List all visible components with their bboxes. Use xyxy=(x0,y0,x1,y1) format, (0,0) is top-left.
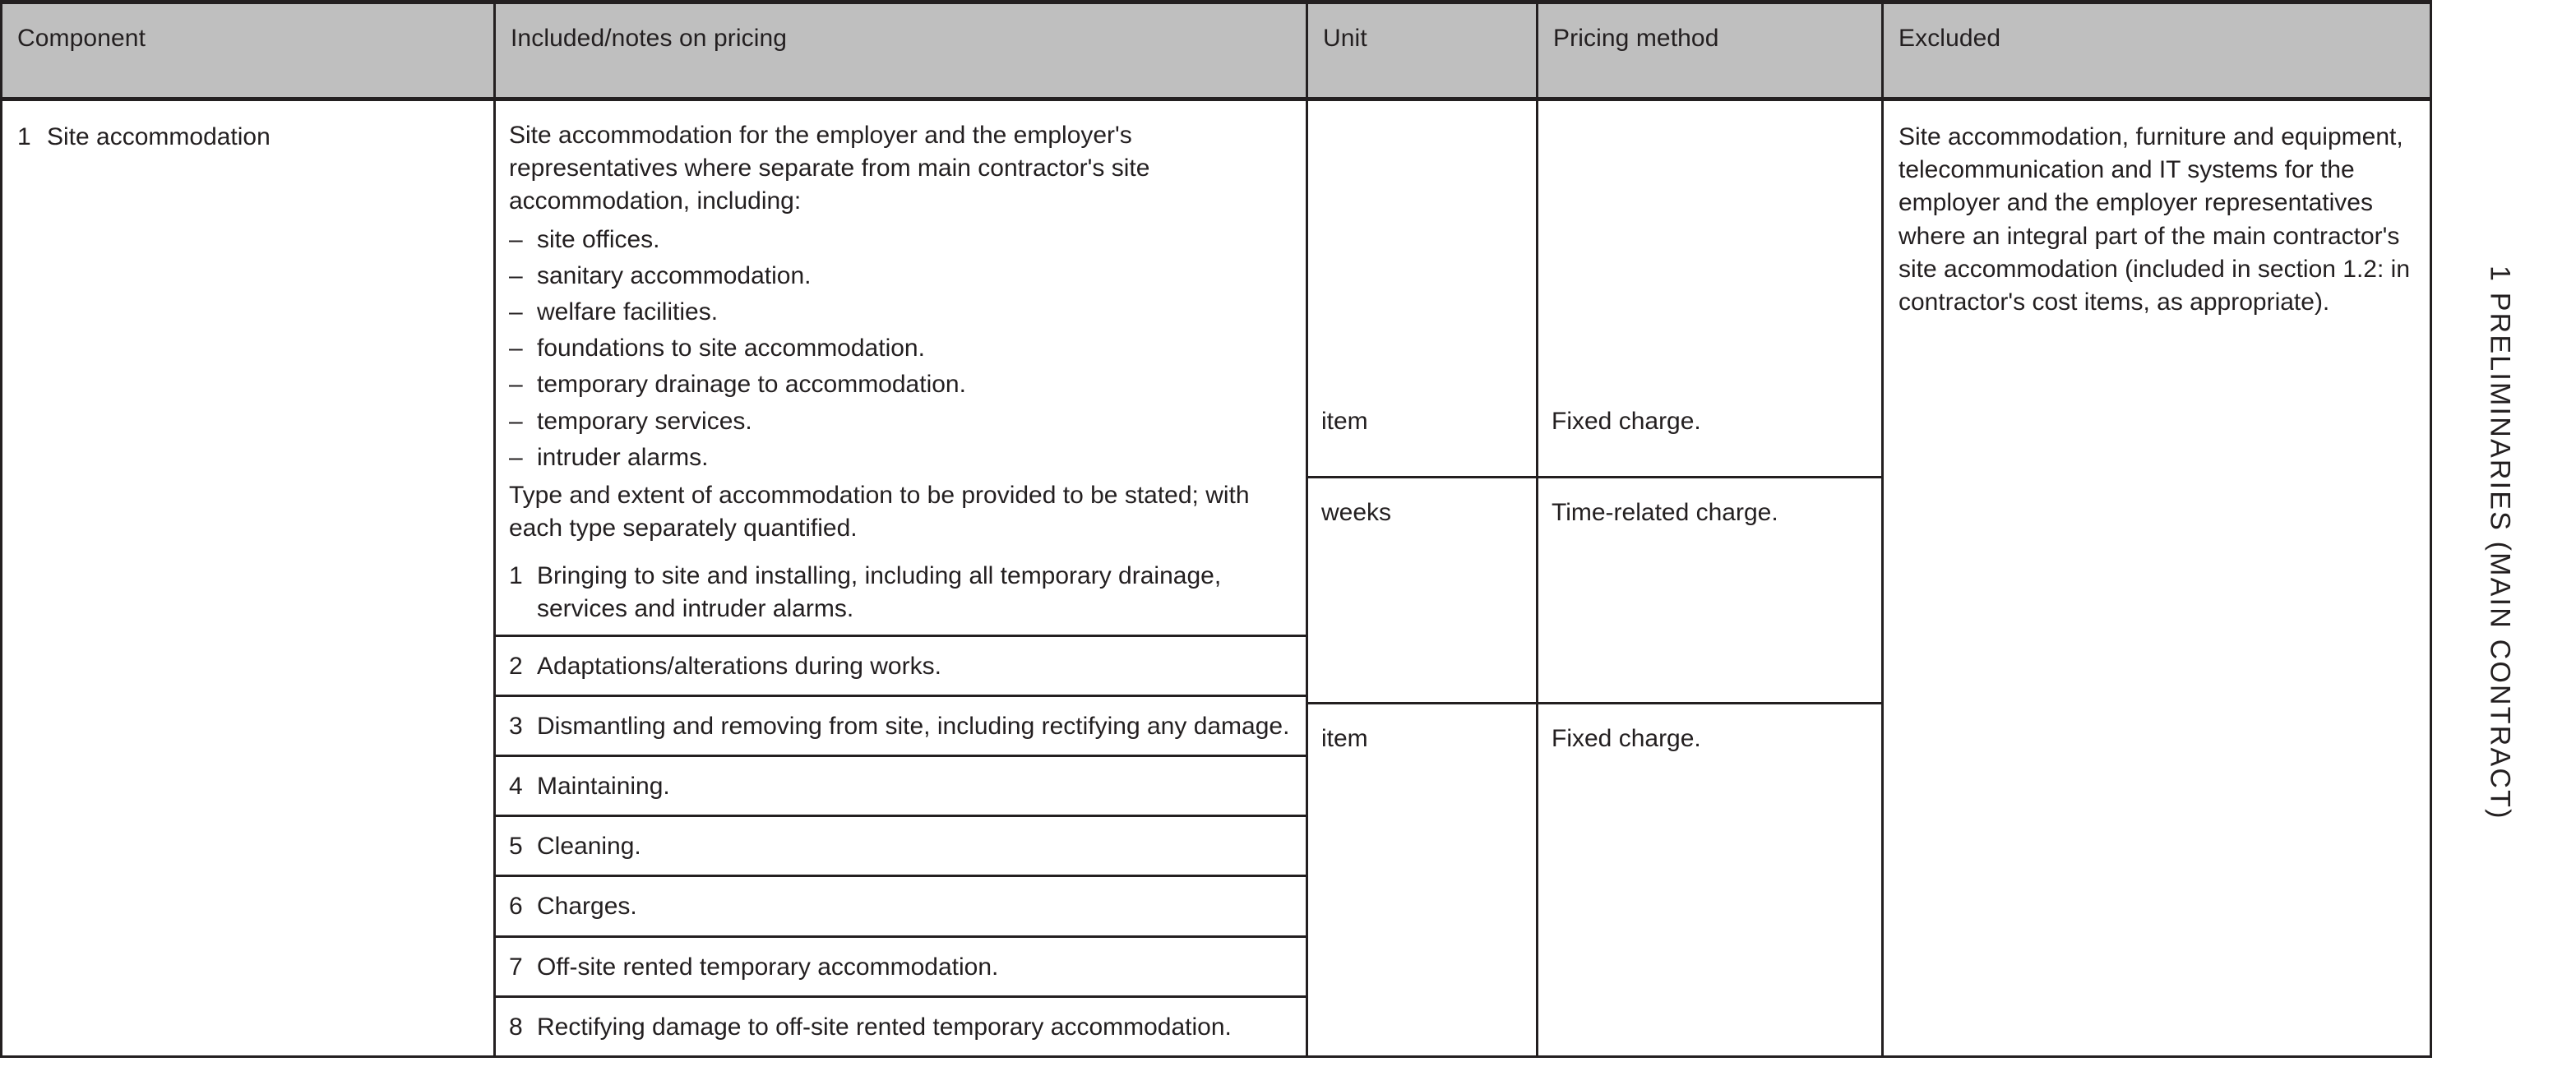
bullet-text: welfare facilities. xyxy=(537,298,719,326)
cell-unit xyxy=(1307,99,1538,1057)
included-intro-text: Site accommodation for the employer and the employer's representatives where separate from main contractor's site accommodation, including: xyxy=(509,122,1150,215)
bullet-text: intruder alarms. xyxy=(537,443,709,471)
included-block-7-cell xyxy=(496,936,1306,996)
dash-icon: – xyxy=(509,335,523,362)
unit-group-2 xyxy=(1308,478,1536,704)
column-header-pricing: Pricing method xyxy=(1538,2,1883,99)
included-item-number: 8 xyxy=(509,1013,523,1041)
included-item-text: Cleaning. xyxy=(537,833,641,861)
included-block-6 xyxy=(496,876,1306,936)
included-block-4 xyxy=(496,756,1306,816)
included-item-number: 6 xyxy=(509,893,523,921)
cell-included-notes xyxy=(495,99,1307,1057)
included-item-5 xyxy=(496,817,1306,875)
included-item-4 xyxy=(496,757,1306,815)
pricing-group-2-cell xyxy=(1538,478,1881,704)
component-entry xyxy=(17,121,479,154)
dash-icon: – xyxy=(509,407,523,435)
pricing-group-2 xyxy=(1538,478,1881,704)
included-item-number: 5 xyxy=(509,833,523,861)
included-item-number: 4 xyxy=(509,773,523,800)
bullet-text: foundations to site accommodation. xyxy=(537,335,925,362)
included-item-3 xyxy=(496,697,1306,755)
included-item-text: Charges. xyxy=(537,893,637,921)
included-item-1 xyxy=(509,560,1293,626)
included-item-number: 3 xyxy=(509,712,523,740)
included-item-number: 1 xyxy=(509,562,523,590)
cell-component xyxy=(2,99,495,1057)
pricing-value-1: Fixed charge. xyxy=(1552,408,1701,435)
included-block-8-cell xyxy=(496,996,1306,1055)
pricing-value-2: Time-related charge. xyxy=(1552,499,1778,526)
included-block-6-cell xyxy=(496,876,1306,936)
included-item-text: Rectifying damage to off-site rented temporary accommodation. xyxy=(537,1013,1232,1041)
included-item-text: Maintaining. xyxy=(537,773,670,800)
unit-value-2: weeks xyxy=(1321,499,1392,526)
dash-icon: – xyxy=(509,225,523,253)
dash-icon: – xyxy=(509,298,523,326)
included-note-text: Type and extent of accommodation to be provided to be stated; with each type separately quantified. xyxy=(509,481,1250,542)
included-block-5-cell xyxy=(496,816,1306,876)
pricing-group-3 xyxy=(1538,704,1881,764)
list-item xyxy=(509,260,1293,293)
table-body xyxy=(2,99,2431,1057)
included-item-text: Dismantling and removing from site, including rectifying any damage. xyxy=(537,712,1290,740)
table-header xyxy=(2,2,2431,99)
included-item-text: Adaptations/alterations during works. xyxy=(537,652,941,680)
pricing-group-1-cell xyxy=(1538,101,1881,478)
dash-icon: – xyxy=(509,443,523,471)
cell-excluded xyxy=(1883,99,2431,1057)
bullet-text: temporary services. xyxy=(537,407,752,435)
unit-value-1: item xyxy=(1321,408,1368,435)
list-item xyxy=(509,441,1293,474)
pricing-subtable xyxy=(1538,101,1881,764)
included-item-number: 2 xyxy=(509,652,523,680)
included-block-4-cell xyxy=(496,756,1306,816)
included-block-2-cell xyxy=(496,635,1306,695)
included-block-2 xyxy=(496,635,1306,695)
included-item-8 xyxy=(496,998,1306,1055)
table-header-row xyxy=(2,2,2431,99)
unit-group-1 xyxy=(1308,101,1536,478)
included-block-1-cell xyxy=(496,101,1306,635)
running-head-text: 1 PRELIMINARIES (MAIN CONTRACT) xyxy=(2484,265,2516,820)
included-block-5 xyxy=(496,816,1306,876)
included-item-number: 7 xyxy=(509,953,523,981)
pricing-group-1 xyxy=(1538,101,1881,478)
unit-value-3: item xyxy=(1321,725,1368,752)
component-number: 1 xyxy=(17,123,31,150)
included-block-3 xyxy=(496,695,1306,755)
component-label: Site accommodation xyxy=(47,123,271,150)
column-header-unit: Unit xyxy=(1307,2,1538,99)
pricing-value-3: Fixed charge. xyxy=(1552,725,1701,752)
list-item xyxy=(509,296,1293,329)
column-header-component: Component xyxy=(2,2,495,99)
dash-icon: – xyxy=(509,371,523,399)
bullet-text: temporary drainage to accommodation. xyxy=(537,371,966,399)
cell-pricing-method xyxy=(1538,99,1883,1057)
bullet-text: site offices. xyxy=(537,225,660,253)
list-item xyxy=(509,405,1293,438)
included-bullet-list xyxy=(509,224,1293,474)
list-item xyxy=(509,332,1293,365)
included-block-1 xyxy=(496,101,1306,635)
running-head xyxy=(2430,0,2569,1085)
included-item-2 xyxy=(496,637,1306,695)
column-header-included: Included/notes on pricing xyxy=(495,2,1307,99)
included-block-3-cell xyxy=(496,695,1306,755)
included-item-text: Off-site rented temporary accommodation. xyxy=(537,953,999,981)
included-item-text: Bringing to site and installing, including all temporary drainage, services and intruder alarms. xyxy=(537,562,1222,623)
excluded-text: Site accommodation, furniture and equipment, telecommunication and IT systems for the employer and the employer representatives where an integral part of the main contractor's site accommodation (included in section 1.2: in contractor's cost items, as appropriate). xyxy=(1898,123,2411,316)
included-block-8 xyxy=(496,996,1306,1055)
bullet-text: sanitary accommodation. xyxy=(537,261,812,289)
included-block-7 xyxy=(496,936,1306,996)
pricing-group-3-cell xyxy=(1538,704,1881,764)
list-item xyxy=(509,368,1293,401)
included-item-7 xyxy=(496,938,1306,995)
column-header-excluded: Excluded xyxy=(1883,2,2431,99)
table-row xyxy=(2,99,2431,1057)
dash-icon: – xyxy=(509,261,523,289)
unit-group-2-cell xyxy=(1308,478,1536,704)
list-item xyxy=(509,224,1293,256)
unit-group-3-cell xyxy=(1308,704,1536,764)
unit-group-1-cell xyxy=(1308,101,1536,478)
included-intro-block xyxy=(496,101,1306,635)
included-subtable xyxy=(496,101,1306,1055)
unit-group-3 xyxy=(1308,704,1536,764)
unit-subtable xyxy=(1308,101,1536,764)
included-item-6 xyxy=(496,877,1306,935)
